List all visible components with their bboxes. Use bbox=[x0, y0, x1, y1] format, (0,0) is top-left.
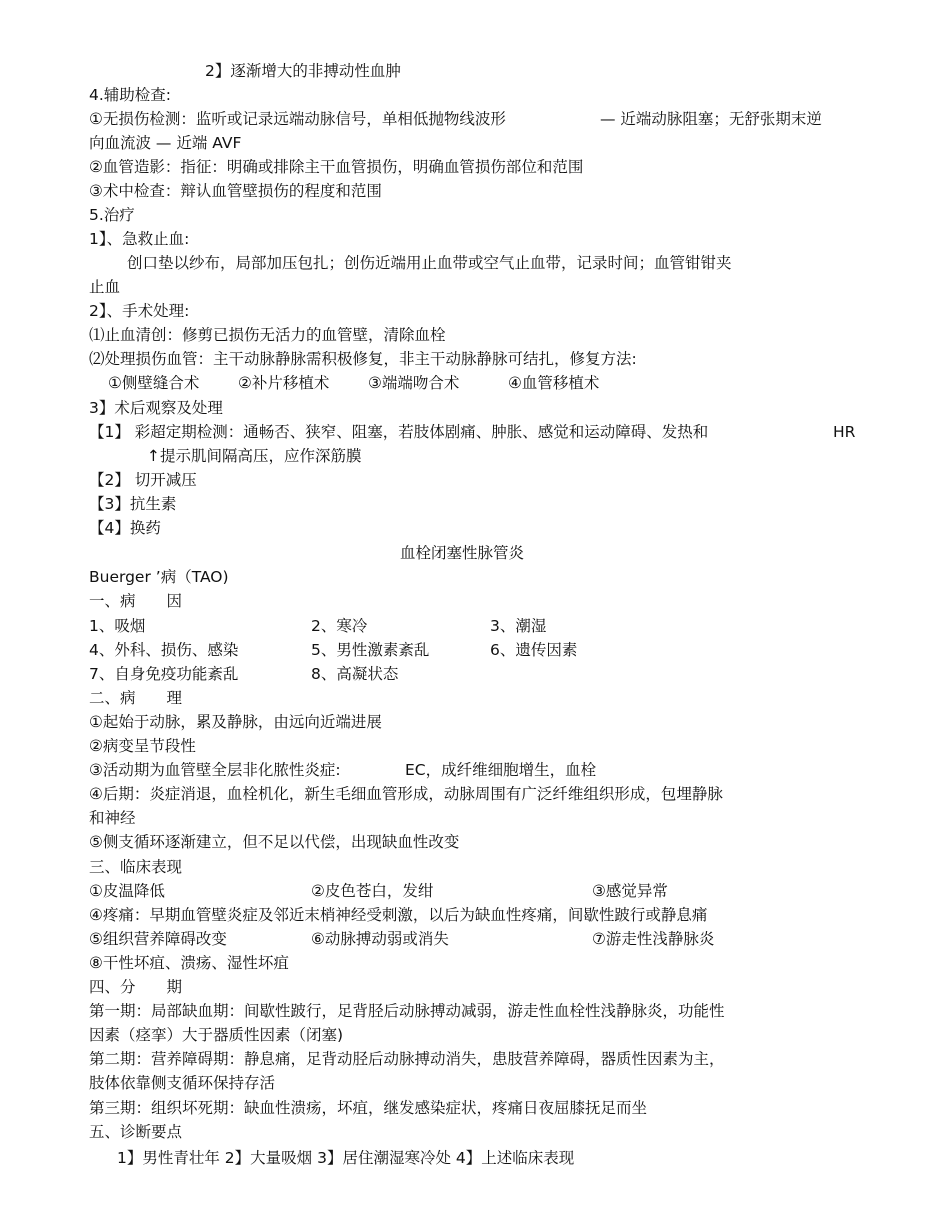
text-line: ⑥动脉搏动弱或消失 bbox=[311, 930, 449, 948]
text-line: ③感觉异常 bbox=[592, 882, 668, 900]
text-line: ⑦游走性浅静脉炎 bbox=[592, 930, 715, 948]
section-title: 血栓闭塞性脉管炎 bbox=[400, 544, 525, 562]
text-line: 2】、手术处理: bbox=[89, 302, 190, 320]
text-line: — 近端动脉阻塞；无舒张期末逆 bbox=[600, 110, 822, 128]
text-line: 4、外科、损伤、感染 bbox=[89, 641, 239, 659]
text-line: ①起始于动脉，累及静脉，由远向近端进展 bbox=[89, 713, 382, 731]
text-line: ④后期：炎症消退，血栓机化，新生毛细血管形成，动脉周围有广泛纤维组织形成，包埋静脉 bbox=[89, 785, 723, 803]
text-line: 【2】 切开减压 bbox=[89, 471, 197, 489]
text-line: ②补片移植术 bbox=[238, 374, 330, 392]
text-line: ⑤侧支循环逐渐建立，但不足以代偿，出现缺血性改变 bbox=[89, 833, 460, 851]
text-line: 1】、急救止血: bbox=[89, 230, 190, 248]
text-line: 【4】换药 bbox=[89, 519, 161, 537]
text-line: 5、男性激素紊乱 bbox=[311, 641, 430, 659]
text-line: ⑵处理损伤血管：主干动脉静脉需积极修复，非主干动脉静脉可结扎，修复方法: bbox=[89, 350, 637, 368]
text-line: 3、潮湿 bbox=[490, 617, 547, 635]
text-line: 第三期：组织坏死期：缺血性溃疡，坏疽，继发感染症状，疼痛日夜屈膝抚足而坐 bbox=[89, 1099, 648, 1117]
text-line: 2】逐渐增大的非搏动性血肿 bbox=[205, 62, 401, 80]
text-line: ④血管移植术 bbox=[508, 374, 600, 392]
text-line: 一、病 因 bbox=[89, 592, 183, 610]
text-line: ②血管造影：指征：明确或排除主干血管损伤，明确血管损伤部位和范围 bbox=[89, 158, 584, 176]
text-line: ①无损伤检测：监听或记录远端动脉信号，单相低抛物线波形 bbox=[89, 110, 506, 128]
text-line: 2、寒冷 bbox=[311, 617, 368, 635]
text-line: 7、自身免疫功能紊乱 bbox=[89, 665, 239, 683]
text-line: HR bbox=[833, 423, 856, 441]
text-line: ③活动期为血管壁全层非化脓性炎症: bbox=[89, 761, 341, 779]
text-line: 【3】抗生素 bbox=[89, 495, 177, 513]
text-line: 创口垫以纱布，局部加压包扎；创伤近端用止血带或空气止血带，记录时间；血管钳钳夹 bbox=[127, 254, 732, 272]
text-line: 止血 bbox=[89, 278, 121, 296]
text-line: ⑤组织营养障碍改变 bbox=[89, 930, 227, 948]
text-line: 6、遗传因素 bbox=[490, 641, 578, 659]
text-line: 肢体依靠侧支循环保持存活 bbox=[89, 1074, 276, 1092]
text-line: ↑提示肌间隔高压，应作深筋膜 bbox=[147, 447, 362, 465]
text-line: 第一期：局部缺血期：间歇性跛行，足背胫后动脉搏动减弱，游走性血栓性浅静脉炎，功能性 bbox=[89, 1002, 725, 1020]
text-line: 二、病 理 bbox=[89, 689, 183, 707]
section-heading: 5.治疗 bbox=[89, 206, 135, 224]
text-line: 3】术后观察及处理 bbox=[89, 399, 223, 417]
section-heading: 4.辅助检查: bbox=[89, 86, 172, 104]
text-line: 1、吸烟 bbox=[89, 617, 146, 635]
text-line: 1】男性青壮年 2】大量吸烟 3】居住潮湿寒冷处 4】上述临床表现 bbox=[117, 1149, 575, 1167]
text-line: ⑧干性坏疽、溃疡、湿性坏疽 bbox=[89, 954, 289, 972]
text-line: ②皮色苍白，发绀 bbox=[311, 882, 434, 900]
text-line: 四、分 期 bbox=[89, 978, 183, 996]
text-line: 和神经 bbox=[89, 809, 136, 827]
text-line: 五、诊断要点 bbox=[89, 1123, 183, 1141]
text-line: Buerger ’病（TAO) bbox=[89, 568, 229, 586]
text-line: ①侧壁缝合术 bbox=[108, 374, 200, 392]
text-line: ⑴止血清创：修剪已损伤无活力的血管壁，清除血栓 bbox=[89, 326, 446, 344]
text-line: ②病变呈节段性 bbox=[89, 737, 196, 755]
text-line: 因素（痉挛）大于器质性因素（闭塞) bbox=[89, 1026, 344, 1044]
text-line: 第二期：营养障碍期：静息痛，足背动胫后动脉搏动消失，患肢营养障碍，器质性因素为主， bbox=[89, 1050, 725, 1068]
text-line: 向血流波 — 近端 AVF bbox=[89, 134, 242, 152]
text-line: ③端端吻合术 bbox=[368, 374, 460, 392]
text-line: EC，成纤维细胞增生，血栓 bbox=[405, 761, 597, 779]
text-line: 三、临床表现 bbox=[89, 858, 183, 876]
text-line: ③术中检查：辩认血管壁损伤的程度和范围 bbox=[89, 182, 382, 200]
text-line: ①皮温降低 bbox=[89, 882, 165, 900]
text-line: 【1】 彩超定期检测：通畅否、狭窄、阻塞，若肢体剧痛、肿胀、感觉和运动障碍、发热和 bbox=[89, 423, 709, 441]
text-line: ④疼痛：早期血管壁炎症及邻近末梢神经受刺激，以后为缺血性疼痛，间歇性跛行或静息痛 bbox=[89, 906, 708, 924]
text-line: 8、高凝状态 bbox=[311, 665, 399, 683]
